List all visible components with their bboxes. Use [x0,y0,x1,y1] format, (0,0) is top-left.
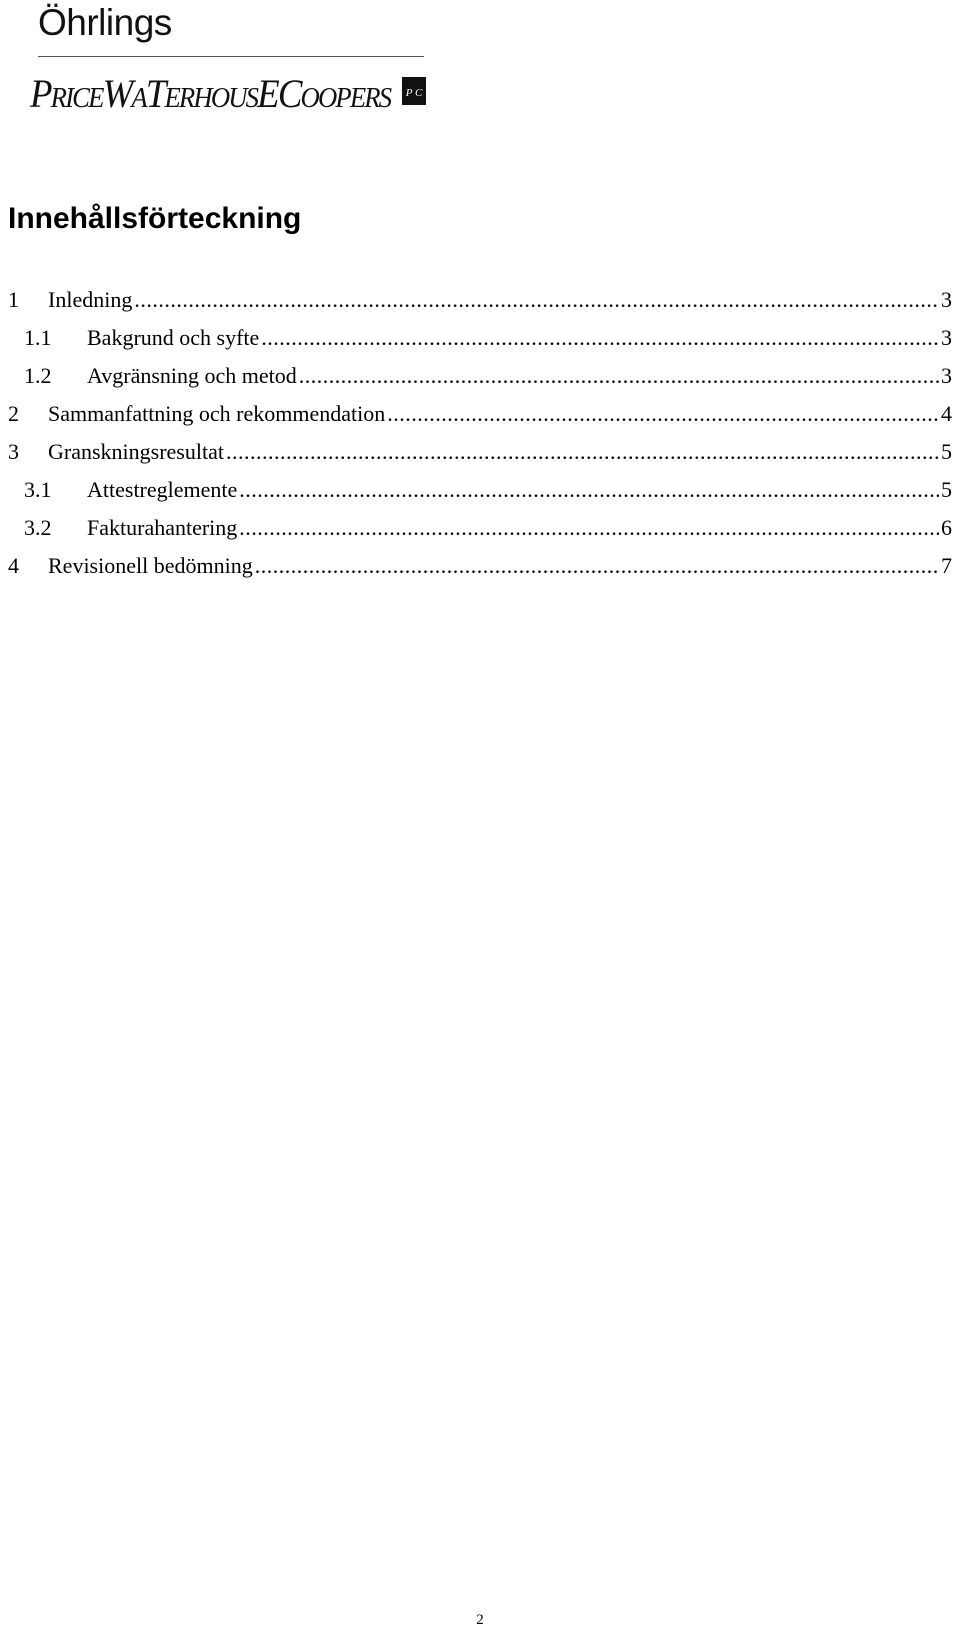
toc-dot-leader [261,324,939,352]
toc-entry[interactable] [8,476,952,514]
toc-entry-label: Revisionell bedömning [48,553,253,578]
toc-entry-number: 3.1 [24,477,52,502]
toc-entry-page: 3 [941,363,952,388]
toc-entry-label: Avgränsning och metod [87,363,297,388]
toc-dot-leader [387,400,939,428]
toc-entry-label: Bakgrund och syfte [87,325,260,350]
toc-entry[interactable] [8,362,952,400]
toc-entry-label: Sammanfattning och rekommendation [48,401,386,426]
svg-text:P C: P C [405,87,423,99]
toc-entry-number: 3 [8,439,19,464]
toc-entry-page: 6 [941,515,952,540]
toc-entry[interactable] [8,324,952,362]
toc-entry-page: 3 [941,287,952,312]
toc-entry-page: 3 [941,325,952,350]
toc-entry-label: Attestreglemente [87,477,238,502]
toc-dot-leader [239,476,939,504]
toc-entry-label: Fakturahantering [87,515,238,540]
toc-entry-page: 5 [941,439,952,464]
toc-entry-number: 1 [8,287,19,312]
logo-divider [38,56,424,57]
toc-dot-leader [134,286,939,314]
toc-entry-page: 4 [941,401,952,426]
company-logo [30,0,425,125]
page-title: Innehållsförteckning [8,202,302,235]
toc-entry[interactable] [8,400,952,438]
toc-entry[interactable] [8,438,952,476]
toc-entry-label: Granskningsresultat [48,439,224,464]
toc-dot-leader [239,514,939,542]
toc-entry-number: 1.2 [24,363,52,388]
pwc-logo-text: PRICEWATERHOUSECOOPERS [30,71,391,116]
toc-entry[interactable] [8,286,952,324]
toc-entry[interactable] [8,552,952,590]
toc-entry-number: 1.1 [24,325,52,350]
toc-entry-number: 4 [8,553,19,578]
toc-dot-leader [226,438,939,466]
toc-entry-page: 7 [941,553,952,578]
toc-entry-page: 5 [941,477,952,502]
toc-entry[interactable] [8,514,952,552]
pwc-badge-icon [402,77,426,105]
table-of-contents [8,286,952,590]
toc-dot-leader [255,552,939,580]
firm-name: Öhrlings [38,2,172,43]
toc-entry-number: 3.2 [24,515,52,540]
page-number: 2 [476,1612,484,1628]
toc-dot-leader [299,362,939,390]
toc-entry-number: 2 [8,401,19,426]
toc-entry-label: Inledning [48,287,133,312]
